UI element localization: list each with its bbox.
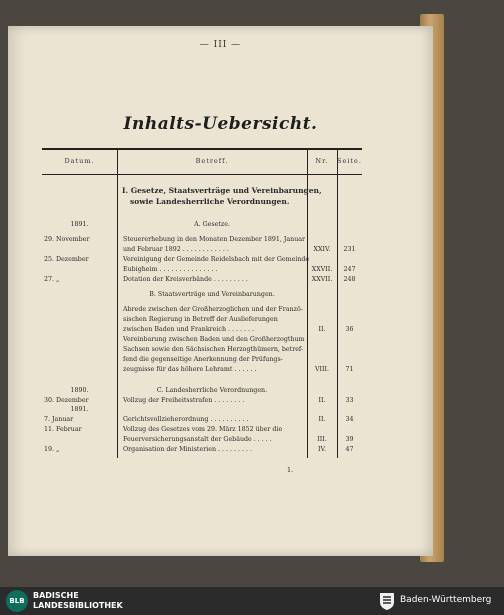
entry-subject: Sachsen sowie den Sächsischen Herzogthümern, betref- — [123, 346, 304, 353]
entry-number: II. — [318, 416, 326, 423]
entry-number: II. — [318, 397, 326, 404]
entry-subject: zwischen Baden und Frankreich . . . . . . . — [123, 326, 255, 333]
entry-date: 11. Februar — [44, 426, 82, 433]
entry-page: 33 — [345, 397, 354, 404]
entry-subject: und Februar 1892 . . . . . . . . . . . . — [123, 246, 229, 253]
entry-page: 247 — [343, 266, 356, 273]
entry-date: 7. Januar — [44, 416, 74, 423]
entry-subject: Organisation der Ministerien . . . . . . . . . — [123, 446, 253, 453]
book-page — [8, 26, 433, 556]
entry-subject: Steuererhebung in den Monaten Dezember 1891, Januar — [123, 236, 306, 243]
entry-subject: Vereinbarung zwischen Baden und den Großherzogthum — [123, 336, 305, 343]
page-number: — III — — [199, 40, 242, 50]
entry-subject: Eubigheim . . . . . . . . . . . . . . . — [123, 266, 218, 273]
header-page: Seite. — [337, 157, 362, 165]
entry-date: 1891. — [70, 221, 89, 228]
entry-subject: Abrede zwischen der Großherzoglichen und der Franzö- — [123, 306, 303, 313]
entry-number: III. — [317, 436, 327, 443]
entry-date: 29. November — [44, 236, 90, 243]
subsection-heading: C. Landesherrliche Verordnungen. — [156, 387, 268, 394]
entry-number: II. — [318, 326, 326, 333]
entry-subject: Dotation der Kreisverbände . . . . . . . . . — [123, 276, 248, 283]
entry-page: 36 — [345, 326, 354, 333]
entry-subject: zeugnisse für das höhere Lehramt . . . . . . — [123, 366, 257, 373]
entry-subject: Vollzug der Freiheitsstrafen . . . . . . . . — [123, 397, 245, 404]
entry-date: 25. Dezember — [44, 256, 89, 263]
table-top-rule — [42, 148, 362, 150]
entry-date: 30. Dezember — [44, 397, 89, 404]
signature-mark: 1. — [287, 467, 294, 474]
entry-subject: Vereinigung der Gemeinde Reidelsbach mit der Gemeinde — [123, 256, 310, 263]
column-divider — [117, 148, 118, 458]
library-name-line1: BADISCHE — [33, 591, 79, 600]
section-heading: sowie Landesherrliche Verordnungen. — [130, 197, 290, 206]
column-divider — [337, 148, 338, 458]
entry-subject: Vollzug des Gesetzes vom 29. März 1852 über die — [123, 426, 283, 433]
entry-subject: Gerichtsvollzieherordnung . . . . . . . . . . — [123, 416, 249, 423]
header-date: Datum. — [64, 157, 95, 165]
entry-date: 1891. — [70, 406, 89, 413]
entry-page: 71 — [345, 366, 354, 373]
entry-date: 19. „ — [44, 446, 60, 453]
library-name-line2: LANDESBIBLIOTHEK — [33, 601, 123, 610]
section-heading: I. Gesetze, Staatsverträge und Vereinbarungen, — [122, 186, 322, 195]
library-name — [33, 591, 123, 611]
entry-page: 248 — [343, 276, 356, 283]
entry-number: IV. — [318, 446, 326, 453]
entry-number: XXVII. — [311, 266, 333, 273]
entry-date: 1890. — [70, 387, 89, 394]
blb-logo-icon: BLB — [6, 590, 28, 612]
entry-number: XXVII. — [311, 276, 333, 283]
entry-page: 231 — [343, 246, 356, 253]
table-header-rule — [42, 174, 362, 175]
entry-page: 47 — [345, 446, 354, 453]
entry-page: 34 — [345, 416, 354, 423]
page-title: Inhalts-Uebersicht. — [123, 114, 318, 134]
subsection-heading: B. Staatsverträge und Vereinbarungen. — [149, 291, 275, 298]
header-subject: Betreff. — [195, 157, 229, 165]
entry-number: XXIV. — [313, 246, 331, 253]
header-number: Nr. — [315, 157, 329, 165]
subsection-heading: A. Gesetze. — [194, 221, 230, 228]
entry-date: 27. „ — [44, 276, 60, 283]
entry-number: VIII. — [314, 366, 329, 373]
entry-page: 39 — [345, 436, 354, 443]
footer-bar — [0, 587, 504, 615]
state-name: Baden-Württemberg — [400, 595, 492, 605]
state-crest-icon — [378, 591, 396, 611]
entry-subject: fend die gegenseitige Anerkennung der Prüfungs- — [123, 356, 283, 363]
entry-subject: sischen Regierung in Betreff der Auslieferungen — [123, 316, 278, 323]
entry-subject: Feuerversicherungsanstalt der Gebäude . . . . . — [123, 436, 272, 443]
